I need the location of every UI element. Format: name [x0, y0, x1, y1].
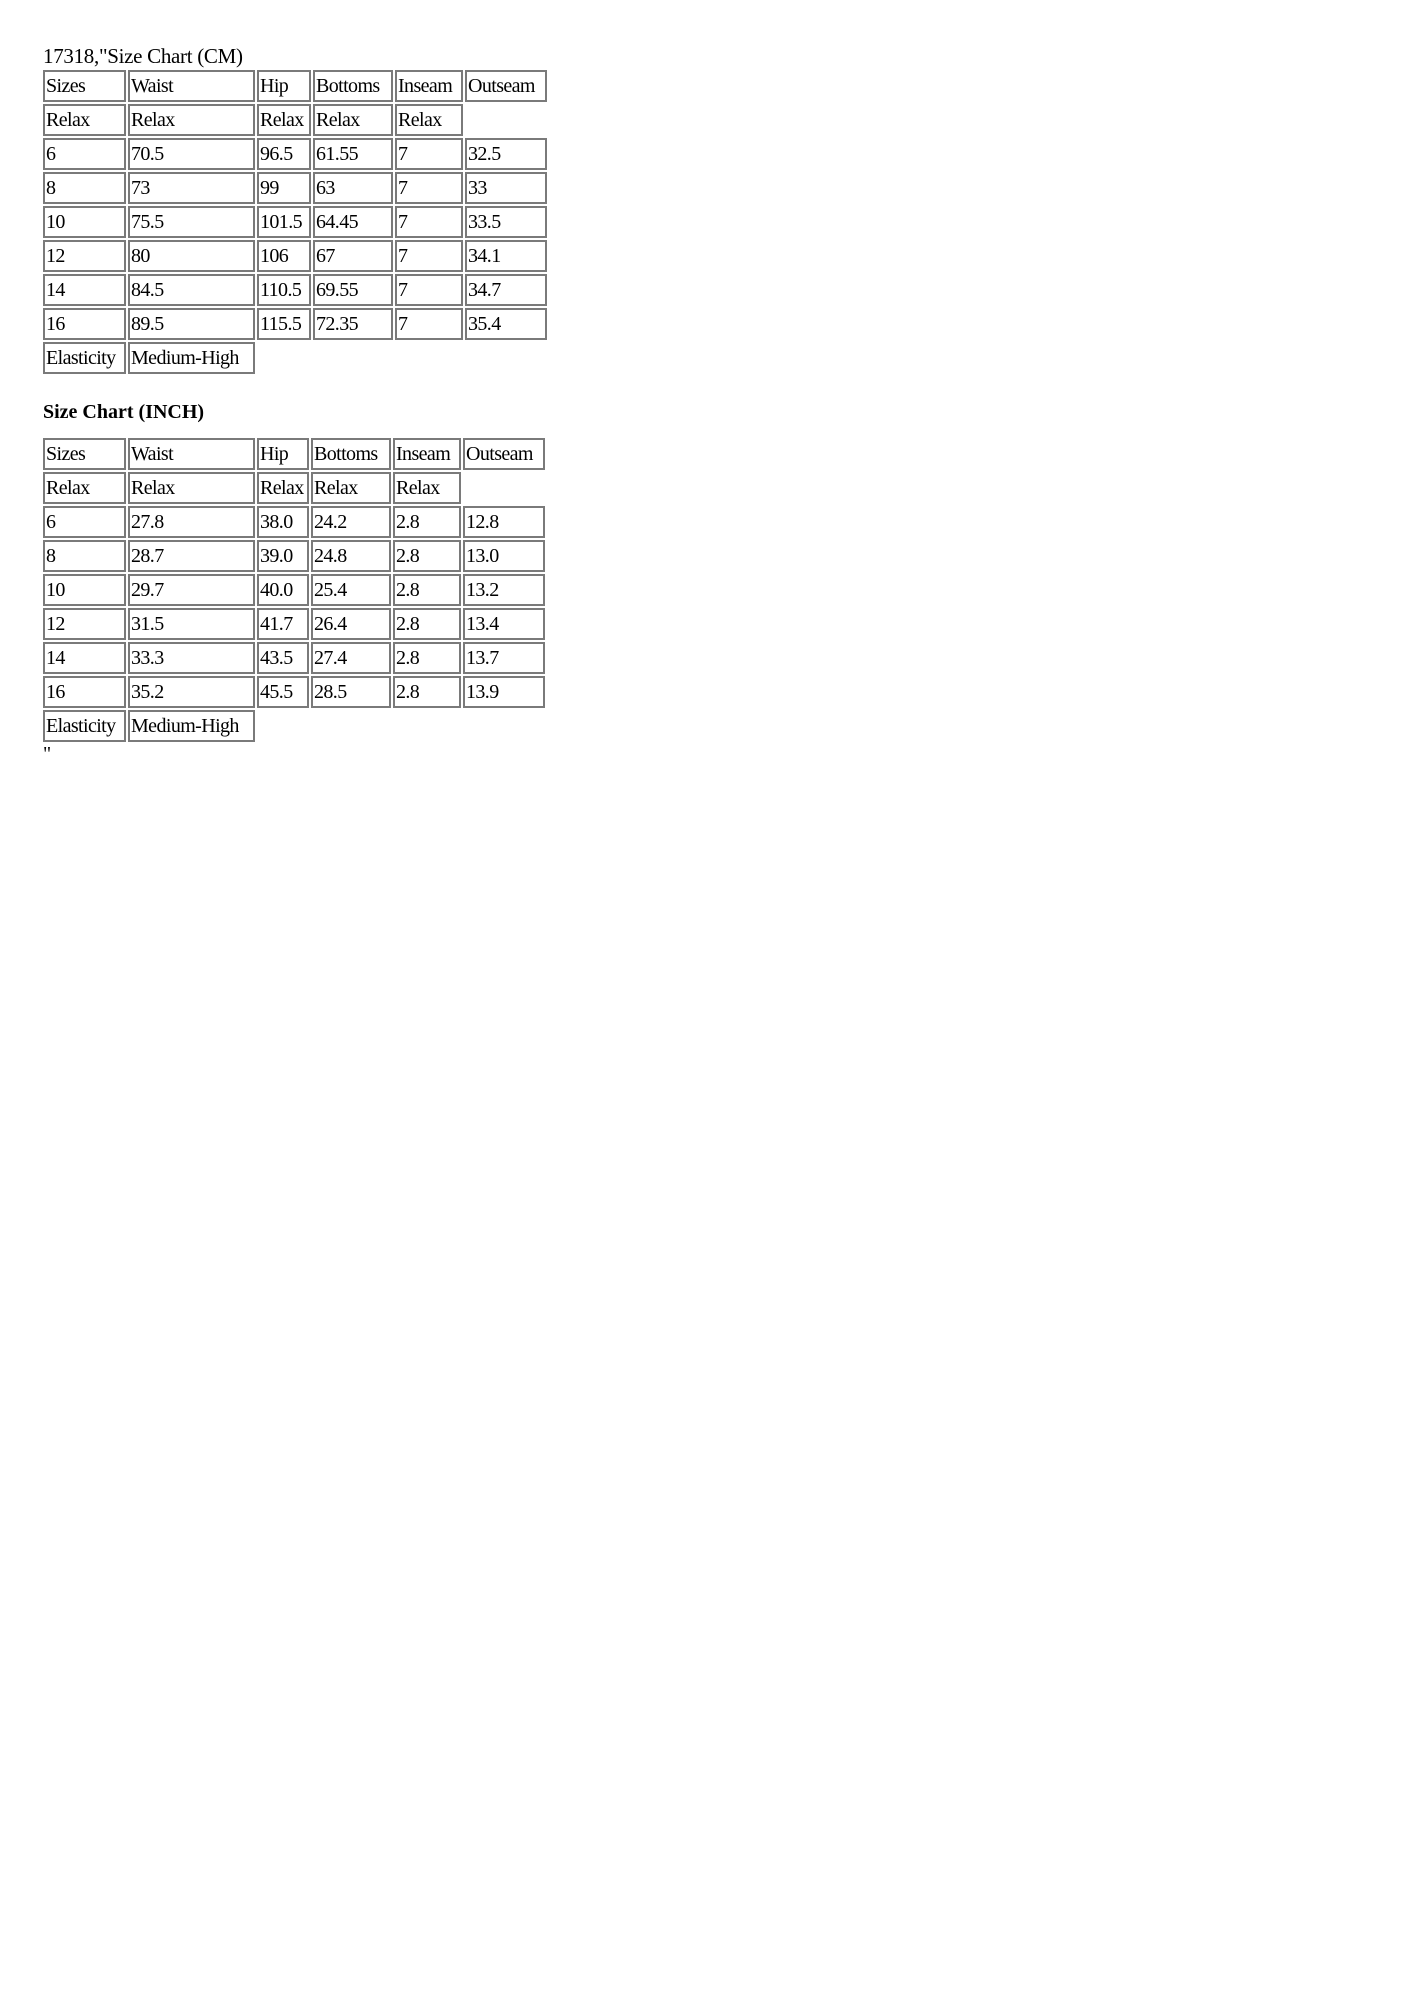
table-cell: 72.35 [313, 308, 393, 340]
table-cell: 67 [313, 240, 393, 272]
table-cell: 75.5 [128, 206, 255, 238]
document-page [43, 44, 549, 764]
table-cell: 13.0 [463, 540, 545, 572]
elasticity-label: Elasticity [43, 342, 126, 374]
table-cell: 35.4 [465, 308, 547, 340]
table-cell: 61.55 [313, 138, 393, 170]
table-cell: 28.5 [311, 676, 391, 708]
table-cell: 16 [43, 676, 126, 708]
table-cell: 101.5 [257, 206, 311, 238]
table-cell: 33.3 [128, 642, 255, 674]
table-cell: 6 [43, 138, 126, 170]
table-header-row [43, 438, 545, 470]
table-cell: 7 [395, 308, 463, 340]
table-cell: 35.2 [128, 676, 255, 708]
table-cell: 13.7 [463, 642, 545, 674]
table-cell: 7 [395, 138, 463, 170]
table-cell: Relax [257, 472, 309, 504]
table-cell: 26.4 [311, 608, 391, 640]
cm-chart-title: 17318,"Size Chart (CM) [43, 44, 243, 68]
header-cell-bottoms: Bottoms [311, 438, 391, 470]
table-cell: 89.5 [128, 308, 255, 340]
header-cell-outseam: Outseam [465, 70, 547, 102]
table-row [43, 206, 547, 238]
table-cell: 12.8 [463, 506, 545, 538]
table-row [43, 172, 547, 204]
table-cell: 13.9 [463, 676, 545, 708]
table-header-row [43, 70, 547, 102]
table-cell: 2.8 [393, 642, 461, 674]
table-cell: 7 [395, 240, 463, 272]
header-cell-inseam: Inseam [393, 438, 461, 470]
table-cell: Relax [43, 104, 126, 136]
table-cell: 29.7 [128, 574, 255, 606]
header-cell-bottoms: Bottoms [313, 70, 393, 102]
table-cell: 13.4 [463, 608, 545, 640]
inch-size-table [41, 436, 547, 744]
empty-cell [463, 472, 545, 504]
header-cell-hip: Hip [257, 438, 309, 470]
table-cell: 106 [257, 240, 311, 272]
table-cell: 7 [395, 274, 463, 306]
table-cell: 24.2 [311, 506, 391, 538]
header-cell-sizes: Sizes [43, 70, 126, 102]
table-cell: Relax [257, 104, 311, 136]
table-cell: Relax [128, 104, 255, 136]
table-row [43, 574, 545, 606]
table-cell: 25.4 [311, 574, 391, 606]
table-cell: 31.5 [128, 608, 255, 640]
table-row [43, 240, 547, 272]
table-cell: 32.5 [465, 138, 547, 170]
table-cell: 12 [43, 240, 126, 272]
table-cell: 70.5 [128, 138, 255, 170]
header-cell-waist: Waist [128, 70, 255, 102]
table-cell: 33 [465, 172, 547, 204]
table-cell: 10 [43, 206, 126, 238]
header-cell-inseam: Inseam [395, 70, 463, 102]
table-cell: 7 [395, 172, 463, 204]
inch-chart-title: Size Chart (INCH) [43, 401, 205, 423]
table-cell: 7 [395, 206, 463, 238]
table-cell: 6 [43, 506, 126, 538]
table-cell: 8 [43, 540, 126, 572]
table-cell: 2.8 [393, 506, 461, 538]
table-cell: 45.5 [257, 676, 309, 708]
table-cell: 14 [43, 642, 126, 674]
table-cell: 40.0 [257, 574, 309, 606]
table-cell: 34.1 [465, 240, 547, 272]
elasticity-value: Medium-High [128, 342, 255, 374]
table-cell: 2.8 [393, 676, 461, 708]
table-row [43, 506, 545, 538]
table-cell: 110.5 [257, 274, 311, 306]
table-row [43, 642, 545, 674]
table-cell: 28.7 [128, 540, 255, 572]
table-cell: 115.5 [257, 308, 311, 340]
table-row [43, 676, 545, 708]
table-cell: 43.5 [257, 642, 309, 674]
table-cell: 2.8 [393, 608, 461, 640]
table-cell: 63 [313, 172, 393, 204]
table-cell: Relax [393, 472, 461, 504]
table-cell: Relax [313, 104, 393, 136]
table-row [43, 274, 547, 306]
table-row [43, 540, 545, 572]
table-cell: 14 [43, 274, 126, 306]
table-cell: 69.55 [313, 274, 393, 306]
table-cell: Relax [395, 104, 463, 136]
empty-cell [257, 342, 547, 374]
header-cell-sizes: Sizes [43, 438, 126, 470]
table-row [43, 608, 545, 640]
table-cell: 84.5 [128, 274, 255, 306]
relax-row [43, 472, 545, 504]
table-cell: 2.8 [393, 540, 461, 572]
table-cell: 38.0 [257, 506, 309, 538]
elasticity-row [43, 710, 545, 742]
table-cell: 2.8 [393, 574, 461, 606]
elasticity-value: Medium-High [128, 710, 255, 742]
cm-size-table [41, 68, 549, 376]
empty-cell [257, 710, 545, 742]
table-cell: 24.8 [311, 540, 391, 572]
table-cell: 10 [43, 574, 126, 606]
table-cell: Relax [128, 472, 255, 504]
empty-cell [465, 104, 547, 136]
table-row [43, 308, 547, 340]
table-cell: 12 [43, 608, 126, 640]
table-cell: 8 [43, 172, 126, 204]
table-cell: 13.2 [463, 574, 545, 606]
closing-quote-mark: " [43, 743, 52, 765]
header-cell-hip: Hip [257, 70, 311, 102]
header-cell-outseam: Outseam [463, 438, 545, 470]
header-cell-waist: Waist [128, 438, 255, 470]
table-cell: 73 [128, 172, 255, 204]
table-cell: 16 [43, 308, 126, 340]
table-cell: 39.0 [257, 540, 309, 572]
table-cell: 64.45 [313, 206, 393, 238]
table-cell: 27.8 [128, 506, 255, 538]
table-row [43, 138, 547, 170]
table-cell: Relax [43, 472, 126, 504]
table-cell: 99 [257, 172, 311, 204]
table-cell: 96.5 [257, 138, 311, 170]
relax-row [43, 104, 547, 136]
table-cell: 34.7 [465, 274, 547, 306]
table-cell: 33.5 [465, 206, 547, 238]
elasticity-label: Elasticity [43, 710, 126, 742]
elasticity-row [43, 342, 547, 374]
table-cell: 80 [128, 240, 255, 272]
table-cell: Relax [311, 472, 391, 504]
table-cell: 27.4 [311, 642, 391, 674]
table-cell: 41.7 [257, 608, 309, 640]
